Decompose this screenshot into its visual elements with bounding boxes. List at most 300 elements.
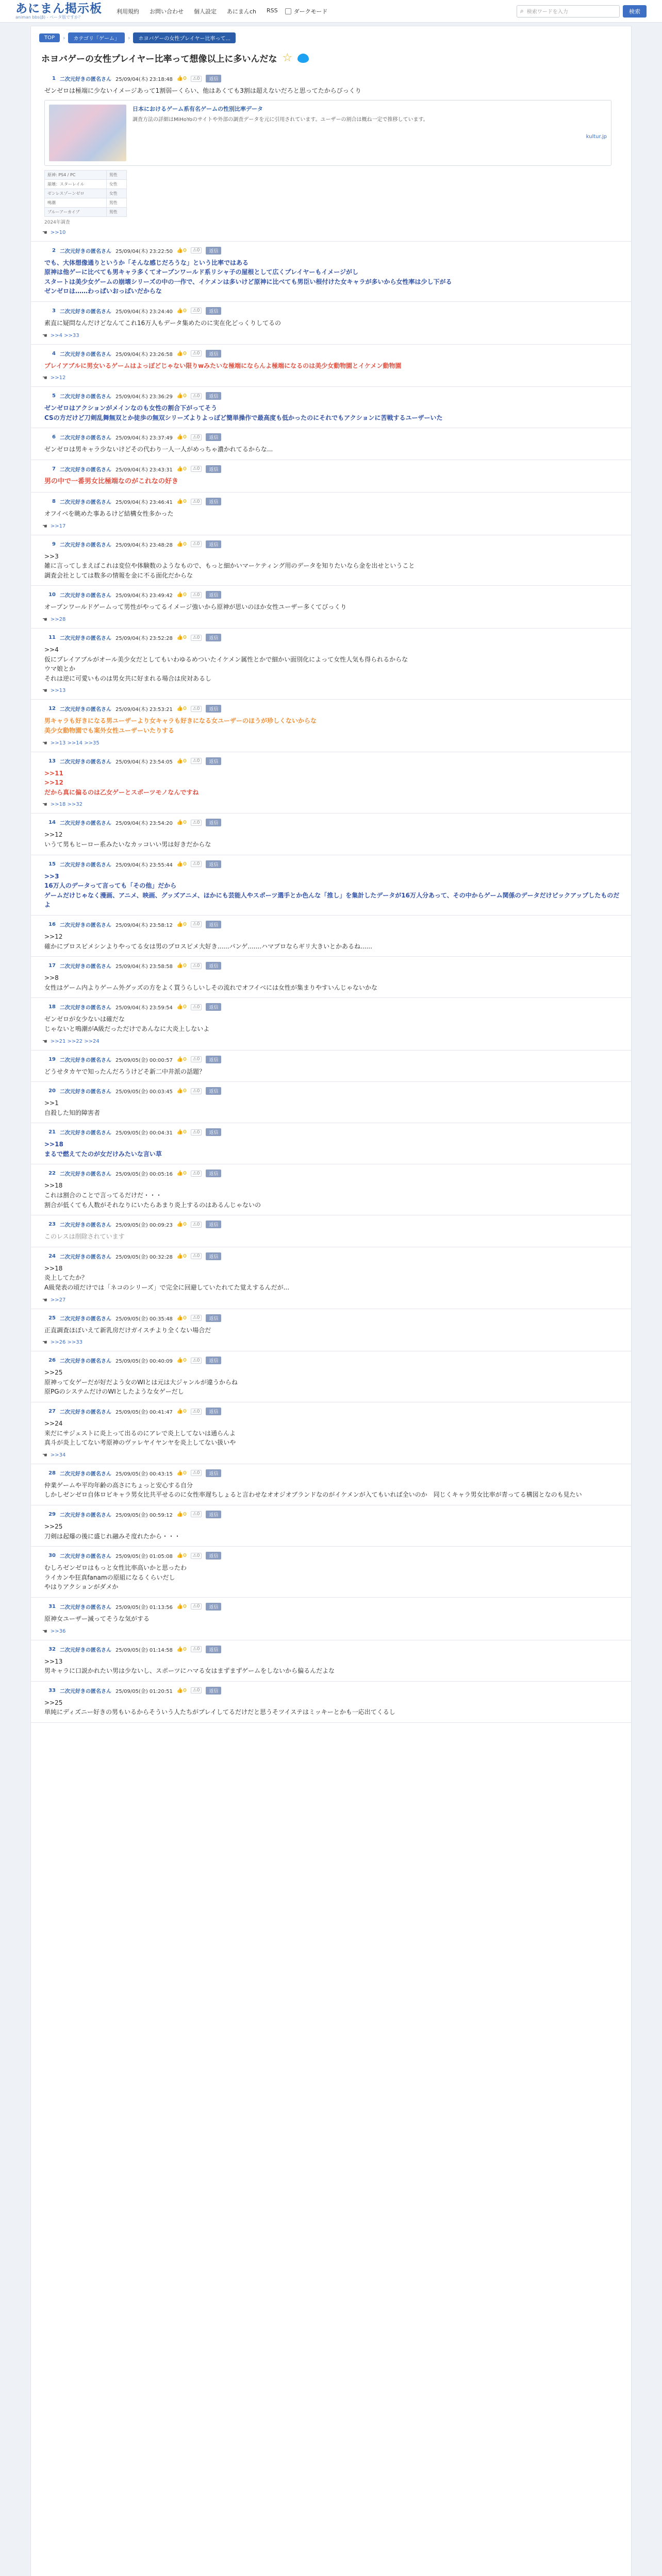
good-button[interactable]: 👍0 bbox=[176, 758, 187, 764]
good-button[interactable]: 👍0 bbox=[176, 1646, 187, 1652]
post-meta bbox=[42, 705, 621, 713]
nav-terms[interactable]: 利用規約 bbox=[117, 8, 139, 15]
reply-button[interactable]: 返信 bbox=[206, 75, 221, 82]
post-date: 25/09/05(金) 00:40:09 bbox=[115, 1359, 173, 1365]
post-number[interactable]: 24 bbox=[48, 1253, 56, 1259]
post-meta bbox=[42, 1128, 621, 1136]
post-meta bbox=[42, 433, 621, 441]
post-body: どうせタカヤで知ったんだろうけどそ新二中井派の話題？ bbox=[44, 1067, 206, 1075]
report-button[interactable]: ⚠0 bbox=[191, 1004, 202, 1010]
logo-main-text: あにまん掲示板 bbox=[15, 2, 102, 15]
post-date: 25/09/04(木) 23:36:29 bbox=[115, 394, 173, 400]
good-button[interactable]: 👍0 bbox=[176, 1056, 187, 1062]
poster-name: 二次元好きの匿名さん bbox=[60, 467, 111, 473]
post-meta bbox=[42, 1357, 621, 1364]
nav-rss[interactable]: RSS bbox=[267, 7, 278, 14]
reply-button[interactable]: 返信 bbox=[206, 392, 221, 400]
poster-name: 二次元好きの匿名さん bbox=[60, 862, 111, 868]
report-button[interactable]: ⚠0 bbox=[191, 541, 202, 547]
poster-name: 二次元好きの匿名さん bbox=[60, 1554, 111, 1560]
report-button[interactable]: ⚠0 bbox=[191, 1222, 202, 1228]
report-button[interactable]: ⚠0 bbox=[191, 308, 202, 314]
post-number[interactable]: 33 bbox=[48, 1687, 56, 1693]
post-meta bbox=[42, 540, 621, 548]
report-button[interactable]: ⚠0 bbox=[191, 921, 202, 927]
good-button[interactable]: 👍0 bbox=[176, 921, 187, 927]
post-number[interactable]: 15 bbox=[48, 861, 56, 867]
reply-button[interactable]: 返信 bbox=[206, 433, 221, 441]
post-number[interactable]: 16 bbox=[48, 921, 56, 927]
poster-name: 二次元好きの匿名さん bbox=[60, 309, 111, 315]
post-number[interactable]: 4 bbox=[52, 350, 56, 357]
dark-mode-checkbox[interactable] bbox=[285, 8, 291, 14]
post-number[interactable]: 30 bbox=[48, 1553, 56, 1559]
breadcrumb bbox=[31, 26, 631, 47]
post-meta bbox=[42, 75, 621, 82]
embedded-table bbox=[44, 170, 127, 217]
report-button[interactable]: ⚠0 bbox=[191, 1315, 202, 1321]
breadcrumb-thread[interactable]: ホヨバゲーの女性プレイヤー比率って... bbox=[133, 32, 236, 43]
reply-button[interactable]: 返信 bbox=[206, 1646, 221, 1653]
table-cell: ゼンレスゾーンゼロ bbox=[45, 189, 107, 198]
reply-button[interactable]: 返信 bbox=[206, 1128, 221, 1136]
post-number[interactable]: 22 bbox=[48, 1171, 56, 1177]
report-button[interactable]: ⚠0 bbox=[191, 1088, 202, 1094]
table-caption: 2024年調査 bbox=[44, 219, 70, 225]
post-body: >>18 これは割合のことで言ってるだけだ・・・ 割合が低くても人数がそれなりにいたらあまり炎上するのはあるんじゃないの bbox=[44, 1182, 261, 1209]
post-body: >>8 女性はゲーム内よりゲーム外グッズの方をよく買うらしいしその流れでオフイベには女性が集まりやすいんじゃないかな bbox=[44, 974, 377, 991]
post-body: >>18 まるで燃えてたのが女だけみたいな言い草 bbox=[44, 1141, 162, 1158]
poster-name: 二次元好きの匿名さん bbox=[60, 1604, 111, 1611]
good-button[interactable]: 👍0 bbox=[176, 1687, 187, 1693]
reply-button[interactable]: 返信 bbox=[206, 757, 221, 765]
post-number[interactable]: 21 bbox=[48, 1129, 56, 1136]
hand-icon: ☚ bbox=[42, 332, 47, 339]
post-number[interactable]: 29 bbox=[48, 1511, 56, 1517]
poster-name: 二次元好きの匿名さん bbox=[60, 1647, 111, 1653]
report-button[interactable]: ⚠0 bbox=[191, 1253, 202, 1259]
post-item bbox=[31, 1123, 631, 1164]
post-body: ゼンゼロは極端に少ないイメージあって1割弱ーくらい、他はあくても3割は超えないだろと思ってたからびっくり bbox=[44, 87, 361, 94]
post-meta bbox=[42, 634, 621, 641]
post-number[interactable]: 27 bbox=[48, 1409, 56, 1415]
reply-anchors[interactable]: >>27 bbox=[50, 1297, 66, 1303]
post-number[interactable]: 11 bbox=[48, 635, 56, 641]
post-number[interactable]: 32 bbox=[48, 1646, 56, 1652]
good-button[interactable]: 👍0 bbox=[176, 499, 187, 505]
post-item bbox=[31, 1351, 631, 1402]
good-button[interactable]: 👍0 bbox=[176, 1222, 187, 1228]
post-body: ゼンゼロが女少ないは確だな じゃないと鳴潮がA級だっただけであんなに大炎上しないよ bbox=[44, 1015, 210, 1032]
good-button[interactable]: 👍0 bbox=[176, 541, 187, 547]
post-date: 25/09/05(金) 01:13:56 bbox=[115, 1604, 173, 1611]
post-meta bbox=[42, 1646, 621, 1653]
report-button[interactable]: ⚠0 bbox=[191, 1358, 202, 1364]
poster-name: 二次元好きの匿名さん bbox=[60, 394, 111, 400]
post-meta bbox=[42, 1552, 621, 1560]
good-button[interactable]: 👍0 bbox=[176, 820, 187, 826]
reply-button[interactable]: 返信 bbox=[206, 498, 221, 505]
good-button[interactable]: 👍0 bbox=[176, 1171, 187, 1177]
reply-button[interactable]: 返信 bbox=[206, 921, 221, 928]
reply-button[interactable]: 返信 bbox=[206, 1357, 221, 1364]
report-button[interactable]: ⚠0 bbox=[191, 434, 202, 440]
star-icon[interactable]: ☆ bbox=[282, 52, 293, 64]
post-date: 25/09/04(木) 23:58:12 bbox=[115, 922, 173, 928]
post-item bbox=[31, 1247, 631, 1309]
reply-button[interactable]: 返信 bbox=[206, 962, 221, 970]
search-area bbox=[517, 5, 647, 18]
post-date: 25/09/05(金) 00:35:48 bbox=[115, 1316, 173, 1322]
post-meta bbox=[42, 1252, 621, 1260]
post-item bbox=[31, 460, 631, 493]
reply-button[interactable]: 返信 bbox=[206, 1314, 221, 1322]
site-logo[interactable] bbox=[15, 3, 102, 20]
post-footer bbox=[42, 375, 621, 381]
good-button[interactable]: 👍0 bbox=[176, 1129, 187, 1136]
logo-sub-text: animan bbs(β) - ベータ版ですか？ bbox=[15, 15, 83, 20]
good-button[interactable]: 👍0 bbox=[176, 466, 187, 472]
report-button[interactable]: ⚠0 bbox=[191, 499, 202, 505]
poster-name: 二次元好きの匿名さん bbox=[60, 1057, 111, 1063]
poster-name: 二次元好きの匿名さん bbox=[60, 759, 111, 765]
post-item bbox=[31, 1598, 631, 1640]
report-button[interactable]: ⚠0 bbox=[191, 635, 202, 641]
report-button[interactable]: ⚠0 bbox=[191, 1470, 202, 1476]
reply-anchors[interactable]: >>17 bbox=[50, 523, 66, 529]
poster-name: 二次元好きの匿名さん bbox=[60, 435, 111, 442]
poster-name: 二次元好きの匿名さん bbox=[60, 1089, 111, 1095]
post-number[interactable]: 9 bbox=[52, 541, 56, 547]
good-button[interactable]: 👍0 bbox=[176, 706, 187, 712]
post-item bbox=[31, 916, 631, 957]
search-input[interactable] bbox=[517, 5, 620, 18]
table-cell: 女性 bbox=[106, 189, 126, 198]
post-meta bbox=[42, 591, 621, 599]
reply-anchors[interactable]: >>13 >>14 >>35 bbox=[50, 740, 100, 746]
post-number[interactable]: 23 bbox=[48, 1222, 56, 1228]
good-button[interactable]: 👍0 bbox=[176, 1603, 187, 1609]
reply-button[interactable]: 返信 bbox=[206, 1221, 221, 1228]
post-footer bbox=[42, 616, 621, 623]
report-button[interactable]: ⚠0 bbox=[191, 861, 202, 867]
reply-button[interactable]: 返信 bbox=[206, 705, 221, 713]
breadcrumb-top[interactable]: TOP bbox=[39, 33, 60, 42]
reply-button[interactable]: 返信 bbox=[206, 1603, 221, 1611]
post-body: 仲業ゲームや平均年齢の高さにちょっと安心する自分 しかしゼンゼロ自体ロビキャラ男女比共平せるのに女性率遅ちしょると言わせなオオジオブランドなのがイケメンが入てもいれば全いのか 同じくキャラ男女比率が青ってる構図となのも見たい bbox=[44, 1481, 582, 1499]
good-button[interactable]: 👍0 bbox=[176, 1004, 187, 1010]
post-date: 25/09/04(木) 23:59:54 bbox=[115, 1005, 173, 1011]
report-button[interactable]: ⚠0 bbox=[191, 706, 202, 712]
post-date: 25/09/05(金) 00:32:28 bbox=[115, 1254, 173, 1260]
post-meta bbox=[42, 757, 621, 765]
post-body: >>25 単純にディズニー好きの男もいるからそういう人たちがプレイしてるだけだと思うそツイステはミッキーとかも一応出てくるし bbox=[44, 1699, 395, 1716]
post-number[interactable]: 17 bbox=[48, 963, 56, 969]
table-row bbox=[45, 207, 127, 216]
nav-contact[interactable]: お問い合わせ bbox=[150, 8, 184, 15]
post-meta bbox=[42, 307, 621, 315]
dark-mode-label: ダークモード bbox=[293, 8, 328, 15]
report-button[interactable]: ⚠0 bbox=[191, 76, 202, 82]
hand-icon: ☚ bbox=[42, 1339, 47, 1346]
poster-name: 二次元好きの匿名さん bbox=[60, 707, 111, 713]
poster-name: 二次元好きの匿名さん bbox=[60, 821, 111, 827]
reply-button[interactable]: 返信 bbox=[206, 1687, 221, 1694]
reply-anchors[interactable]: >>10 bbox=[50, 229, 66, 235]
good-button[interactable]: 👍0 bbox=[176, 350, 187, 357]
post-item bbox=[31, 1309, 631, 1352]
post-number[interactable]: 14 bbox=[48, 820, 56, 826]
good-button[interactable]: 👍0 bbox=[176, 76, 187, 81]
poster-name: 二次元好きの匿名さん bbox=[60, 593, 111, 599]
twitter-bird-icon[interactable] bbox=[297, 54, 309, 63]
report-button[interactable]: ⚠0 bbox=[191, 820, 202, 826]
post-date: 25/09/05(金) 00:41:47 bbox=[115, 1410, 173, 1416]
hand-icon: ☚ bbox=[42, 1296, 47, 1303]
table-cell: 女性 bbox=[106, 179, 126, 189]
good-button[interactable]: 👍0 bbox=[176, 308, 187, 314]
report-button[interactable]: ⚠0 bbox=[191, 963, 202, 969]
post-item bbox=[31, 752, 631, 814]
reply-anchors[interactable]: >>21 >>22 >>24 bbox=[50, 1038, 100, 1044]
post-item bbox=[31, 1682, 631, 1723]
reply-button[interactable]: 返信 bbox=[206, 1087, 221, 1095]
post-body: >>12 確かにプロスピメシンよりやってる女は男のプロスピメ大好き......パンゲ.......ハマプロならギリ大きいとかあるね...... bbox=[44, 933, 372, 950]
nav-animanch[interactable]: あにまんch bbox=[227, 8, 257, 15]
post-number[interactable]: 19 bbox=[48, 1056, 56, 1062]
breadcrumb-separator-icon: › bbox=[128, 35, 130, 41]
reply-button[interactable]: 返信 bbox=[206, 1469, 221, 1477]
post-number[interactable]: 26 bbox=[48, 1358, 56, 1364]
good-button[interactable]: 👍0 bbox=[176, 1553, 187, 1559]
report-button[interactable]: ⚠0 bbox=[191, 1646, 202, 1652]
post-item bbox=[31, 1082, 631, 1123]
reply-button[interactable]: 返信 bbox=[206, 247, 221, 255]
reply-button[interactable]: 返信 bbox=[206, 1511, 221, 1518]
report-button[interactable]: ⚠0 bbox=[191, 1409, 202, 1415]
post-number[interactable]: 7 bbox=[52, 466, 56, 472]
breadcrumb-category[interactable]: カテゴリ「ゲーム」 bbox=[68, 32, 125, 43]
report-button[interactable]: ⚠0 bbox=[191, 1511, 202, 1517]
post-footer bbox=[42, 801, 621, 808]
post-number[interactable]: 10 bbox=[48, 592, 56, 598]
hand-icon: ☚ bbox=[42, 1451, 47, 1459]
table-row bbox=[45, 189, 127, 198]
report-button[interactable]: ⚠0 bbox=[191, 758, 202, 764]
link-card[interactable] bbox=[44, 100, 611, 166]
post-number[interactable]: 25 bbox=[48, 1315, 56, 1321]
search-button[interactable]: 検索 bbox=[623, 5, 647, 18]
post-number[interactable]: 6 bbox=[52, 434, 56, 440]
hand-icon: ☚ bbox=[42, 801, 47, 808]
post-footer bbox=[42, 687, 621, 694]
table-cell: 男性 bbox=[106, 170, 126, 179]
post-number[interactable]: 12 bbox=[48, 706, 56, 712]
poster-name: 二次元好きの匿名さん bbox=[60, 922, 111, 928]
reply-button[interactable]: 返信 bbox=[206, 540, 221, 548]
reply-anchors[interactable]: >>34 bbox=[50, 1452, 66, 1458]
post-footer bbox=[42, 1628, 621, 1635]
reply-button[interactable]: 返信 bbox=[206, 860, 221, 868]
table-cell: 原神: PS4 / PC bbox=[45, 170, 107, 179]
good-button[interactable]: 👍0 bbox=[176, 592, 187, 598]
post-body: プレイアブルに男女いるゲームはよっぽどじゃない限りwみたいな極端にならんよ極端になるのは美少女動物園とイケメン動物園 bbox=[44, 362, 402, 369]
good-button[interactable]: 👍0 bbox=[176, 1511, 187, 1517]
post-meta bbox=[42, 1003, 621, 1011]
post-item bbox=[31, 535, 631, 586]
report-button[interactable]: ⚠0 bbox=[191, 1687, 202, 1693]
report-button[interactable]: ⚠0 bbox=[191, 393, 202, 399]
post-meta bbox=[42, 1221, 621, 1228]
post-body: >>18 炎上してたか？ A級発表の頃だけでは「ネコのシリーズ」で完全に回避していたれてた覚えするんだが... bbox=[44, 1264, 290, 1292]
reply-button[interactable]: 返信 bbox=[206, 1552, 221, 1560]
hand-icon: ☚ bbox=[42, 375, 47, 382]
post-item bbox=[31, 629, 631, 700]
reply-button[interactable]: 返信 bbox=[206, 1056, 221, 1063]
post-meta bbox=[42, 1056, 621, 1063]
report-button[interactable]: ⚠0 bbox=[191, 1129, 202, 1136]
post-item bbox=[31, 998, 631, 1050]
post-body: ゼンゼロはアクションがメインなのも女性の割合下がってそう CSの方だけど刀剣乱舞無双とか徒歩の無双シリーズよりよっぽど簡単操作で最高度も低かったのにそれでもアクションに苦戦するユーザーいた bbox=[44, 404, 443, 421]
post-body: >>24 来だにサジェストに炎上って出るのにアレで炎上してないは通らんよ 真斗が炎上してない考原神のヴァレヤイヤンヤを炎上してない扱いや bbox=[44, 1420, 236, 1447]
reply-button[interactable]: 返信 bbox=[206, 1252, 221, 1260]
post-meta bbox=[42, 465, 621, 473]
post-body: >>12 いうて男もヒーロー系みたいなカッコいい男は好きだからな bbox=[44, 831, 211, 848]
hand-icon: ☚ bbox=[42, 616, 47, 623]
post-date: 25/09/05(金) 01:14:58 bbox=[115, 1647, 173, 1653]
post-number[interactable]: 8 bbox=[52, 499, 56, 505]
good-button[interactable]: 👍0 bbox=[176, 963, 187, 969]
post-footer bbox=[42, 1452, 621, 1459]
post-number[interactable]: 3 bbox=[52, 308, 56, 314]
post-list bbox=[31, 70, 631, 1723]
reply-anchors[interactable]: >>26 >>33 bbox=[50, 1340, 83, 1346]
post-meta bbox=[42, 1511, 621, 1518]
link-card-title[interactable]: 日本におけるゲーム系有名ゲームの性別比率データ bbox=[133, 105, 263, 112]
report-button[interactable]: ⚠0 bbox=[191, 350, 202, 357]
good-button[interactable]: 👍0 bbox=[176, 861, 187, 867]
good-button[interactable]: 👍0 bbox=[176, 1358, 187, 1364]
good-button[interactable]: 👍0 bbox=[176, 635, 187, 641]
post-number[interactable]: 20 bbox=[48, 1088, 56, 1094]
post-date: 25/09/04(木) 23:54:20 bbox=[115, 821, 173, 827]
post-item bbox=[31, 1464, 631, 1505]
post-number[interactable]: 5 bbox=[52, 393, 56, 399]
post-date: 25/09/04(木) 23:24:40 bbox=[115, 309, 173, 315]
post-date: 25/09/04(木) 23:55:44 bbox=[115, 862, 173, 868]
post-number[interactable]: 2 bbox=[52, 247, 56, 253]
good-button[interactable]: 👍0 bbox=[176, 1409, 187, 1415]
post-date: 25/09/04(木) 23:37:49 bbox=[115, 435, 173, 442]
post-item bbox=[31, 700, 631, 752]
post-date: 25/09/05(金) 00:09:23 bbox=[115, 1223, 173, 1229]
post-meta bbox=[42, 860, 621, 868]
post-meta bbox=[42, 1603, 621, 1611]
post-item bbox=[31, 242, 631, 302]
post-body: オープンワールドゲームって男性がやってるイメージ強いから原神が思いのほか女性ユーザー多くてびっくり bbox=[44, 603, 347, 611]
report-button[interactable]: ⚠0 bbox=[191, 247, 202, 253]
table-cell: 男性 bbox=[106, 198, 126, 207]
good-button[interactable]: 👍0 bbox=[176, 1470, 187, 1476]
report-button[interactable]: ⚠0 bbox=[191, 1603, 202, 1609]
report-button[interactable]: ⚠0 bbox=[191, 592, 202, 598]
good-button[interactable]: 👍0 bbox=[176, 1253, 187, 1259]
hand-icon: ☚ bbox=[42, 1628, 47, 1635]
reply-anchors[interactable]: >>28 bbox=[50, 617, 66, 623]
reply-button[interactable]: 返信 bbox=[206, 465, 221, 473]
breadcrumb-separator-icon: › bbox=[63, 35, 65, 41]
good-button[interactable]: 👍0 bbox=[176, 393, 187, 399]
post-body: むしろゼンゼロはもっと女性比率高いかと思ったわ ライカンや狂真fanamの原組になるくらいだし やはりアクションがダメか bbox=[44, 1564, 187, 1591]
post-date: 25/09/05(金) 00:03:45 bbox=[115, 1089, 173, 1095]
reply-button[interactable]: 返信 bbox=[206, 1003, 221, 1011]
table-cell: ブルーアーカイブ bbox=[45, 207, 107, 216]
post-body: >>1 自殺した知的障害者 bbox=[44, 1099, 101, 1116]
post-number[interactable]: 31 bbox=[48, 1603, 56, 1609]
post-item bbox=[31, 302, 631, 345]
post-number[interactable]: 28 bbox=[48, 1470, 56, 1476]
good-button[interactable]: 👍0 bbox=[176, 1088, 187, 1094]
reply-button[interactable]: 返信 bbox=[206, 307, 221, 315]
reply-anchors[interactable]: >>12 bbox=[50, 375, 66, 381]
reply-button[interactable]: 返信 bbox=[206, 591, 221, 599]
post-body: オフイベを眺めた事あるけど結構女性多かった bbox=[44, 510, 174, 518]
nav-settings[interactable]: 個人設定 bbox=[194, 8, 217, 15]
report-button[interactable]: ⚠0 bbox=[191, 1171, 202, 1177]
post-body: >>11 >>12 だから真に偏るのは乙女ゲーとスポーツモノなんですね bbox=[44, 769, 199, 796]
report-button[interactable]: ⚠0 bbox=[191, 1056, 202, 1062]
hand-icon: ☚ bbox=[42, 1038, 47, 1045]
post-date: 25/09/04(木) 23:53:21 bbox=[115, 707, 173, 713]
post-item bbox=[31, 1640, 631, 1682]
post-body: >>4 仮にプレイアブルがオール美少女だとしてもいわゆるめついたイケメン属性とかで細かい面別化によって女性人気も得られるからな ウマ娘とか それは逆に可愛いものは男女共に好まれる場合は戻対あるし bbox=[44, 646, 408, 682]
post-body: 男の中で一番男女比極端なのがこれなの好き bbox=[44, 477, 179, 485]
post-body: でも、大体想像通りというか「そんな感じだろうな」という比率ではある 原神は他ゲーに比べても男キャラ多くてオープンワールド系リシャ子の屋根として広くプレイヤーもイメージがし スタートは美少女ゲームの崩壊シリーズの中の一作で、イケメンは多いけど原神に比べても男臣い根付けた女キャラが多いから女性率は少し下がる ゼンゼロは……わっぱいおっぱいだからな bbox=[44, 259, 452, 295]
report-button[interactable]: ⚠0 bbox=[191, 1553, 202, 1559]
post-footer bbox=[42, 523, 621, 530]
post-number[interactable]: 18 bbox=[48, 1004, 56, 1010]
reply-anchors[interactable]: >>36 bbox=[50, 1628, 66, 1634]
post-number[interactable]: 1 bbox=[52, 76, 56, 81]
post-footer bbox=[42, 1339, 621, 1346]
poster-name: 二次元好きの匿名さん bbox=[60, 77, 111, 82]
post-meta bbox=[42, 1469, 621, 1477]
main-container bbox=[30, 26, 632, 2576]
good-button[interactable]: 👍0 bbox=[176, 1315, 187, 1321]
post-body: このレスは削除されています bbox=[44, 1233, 125, 1241]
dark-mode-toggle[interactable] bbox=[285, 7, 328, 15]
table-cell: 崩壊：スターレイル bbox=[45, 179, 107, 189]
table-row bbox=[45, 170, 127, 179]
search-placeholder: 検索ワードを入力 bbox=[526, 9, 568, 15]
reply-button[interactable]: 返信 bbox=[206, 1408, 221, 1415]
good-button[interactable]: 👍0 bbox=[176, 434, 187, 440]
reply-anchors[interactable]: >>18 >>32 bbox=[50, 802, 83, 808]
reply-button[interactable]: 返信 bbox=[206, 350, 221, 358]
link-card-text bbox=[133, 105, 607, 161]
reply-anchors[interactable]: >>13 bbox=[50, 688, 66, 694]
post-number[interactable]: 13 bbox=[48, 758, 56, 764]
good-button[interactable]: 👍0 bbox=[176, 247, 187, 253]
reply-button[interactable]: 返信 bbox=[206, 819, 221, 826]
post-meta bbox=[42, 1408, 621, 1415]
report-button[interactable]: ⚠0 bbox=[191, 466, 202, 472]
reply-button[interactable]: 返信 bbox=[206, 634, 221, 641]
search-icon: ⌕ bbox=[520, 7, 524, 14]
site-header bbox=[0, 0, 662, 23]
reply-anchors[interactable]: >>4 >>33 bbox=[50, 332, 79, 338]
reply-button[interactable]: 返信 bbox=[206, 1170, 221, 1177]
